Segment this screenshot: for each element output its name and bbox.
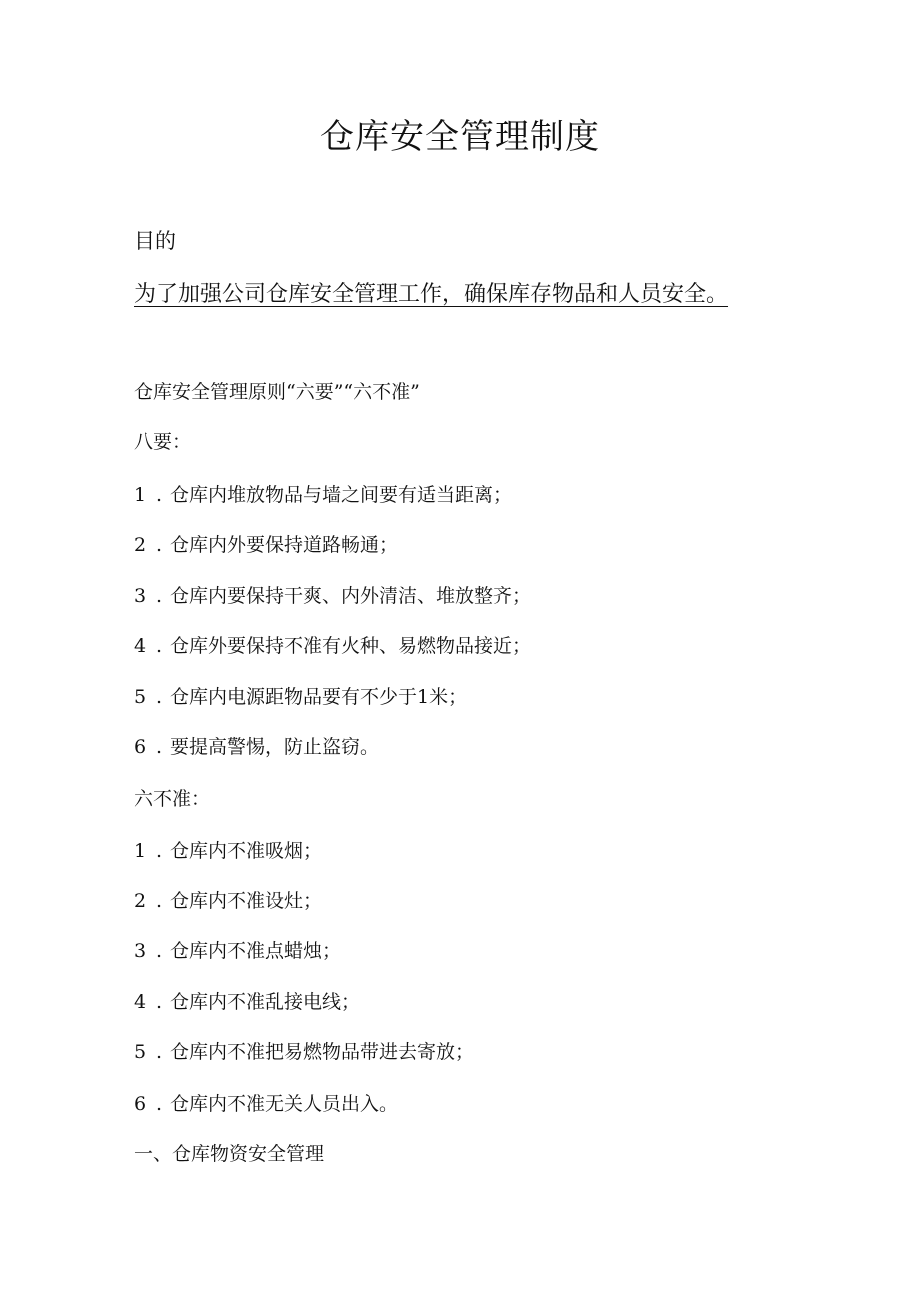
donts-item — [134, 836, 322, 866]
donts-item — [134, 987, 360, 1017]
item-text: 仓库内不准无关人员出入。 — [170, 1093, 399, 1115]
donts-item — [134, 1037, 474, 1067]
dos-item — [134, 732, 379, 762]
item-text: 仓库内堆放物品与墙之间要有适当距离； — [170, 484, 513, 506]
item-number: 6 — [134, 1093, 147, 1115]
item-separator: . — [156, 635, 163, 657]
document-title: 仓库安全管理制度 — [320, 117, 600, 157]
item-text: 仓库内不准把易燃物品带进去寄放； — [170, 1041, 475, 1063]
item-separator: . — [156, 736, 163, 758]
principle-heading: 仓库安全管理原则“六要”“六不准” — [134, 381, 420, 403]
section-one-heading: 一、仓库物资安全管理 — [134, 1143, 325, 1165]
item-separator: . — [156, 1041, 163, 1063]
item-separator: . — [156, 534, 163, 556]
dos-item — [134, 631, 531, 661]
item-number: 4 — [134, 991, 147, 1013]
item-text: 仓库内要保持干爽、内外清洁、堆放整齐； — [170, 585, 532, 607]
item-separator: . — [156, 840, 163, 862]
item-number: 3 — [134, 940, 147, 962]
item-number: 6 — [134, 736, 147, 758]
item-text: 仓库内不准点蜡烛； — [170, 940, 342, 962]
donts-item — [134, 1089, 398, 1119]
purpose-text: 为了加强公司仓库安全管理工作，确保库存物品和人员安全。 — [134, 282, 729, 307]
dos-item — [134, 480, 512, 510]
item-text: 仓库内不准吸烟； — [170, 840, 323, 862]
item-separator: . — [156, 1093, 163, 1115]
item-separator: . — [156, 940, 163, 962]
item-separator: . — [156, 991, 163, 1013]
dos-heading: 八要： — [134, 431, 192, 453]
item-text: 仓库内电源距物品要有不少于1米； — [170, 686, 468, 708]
item-number: 5 — [134, 686, 147, 708]
donts-item — [134, 886, 322, 916]
item-text: 仓库内外要保持道路畅通； — [170, 534, 399, 556]
item-text: 仓库内不准设灶； — [170, 890, 323, 912]
item-number: 1 — [134, 840, 147, 862]
item-number: 4 — [134, 635, 147, 657]
purpose-heading: 目的 — [134, 229, 176, 253]
dos-item — [134, 581, 531, 611]
dos-item — [134, 530, 398, 560]
item-number: 2 — [134, 890, 147, 912]
item-separator: . — [156, 890, 163, 912]
item-text: 仓库内不准乱接电线； — [170, 991, 361, 1013]
item-text: 要提高警惕，防止盗窃。 — [170, 736, 380, 758]
donts-heading: 六不准： — [134, 788, 211, 810]
item-separator: . — [156, 686, 163, 708]
donts-item — [134, 936, 341, 966]
item-separator: . — [156, 585, 163, 607]
item-number: 1 — [134, 484, 147, 506]
item-text: 仓库外要保持不准有火种、易燃物品接近； — [170, 635, 532, 657]
item-separator: . — [156, 484, 163, 506]
item-number: 3 — [134, 585, 147, 607]
item-number: 5 — [134, 1041, 147, 1063]
item-number: 2 — [134, 534, 147, 556]
dos-item — [134, 682, 467, 712]
